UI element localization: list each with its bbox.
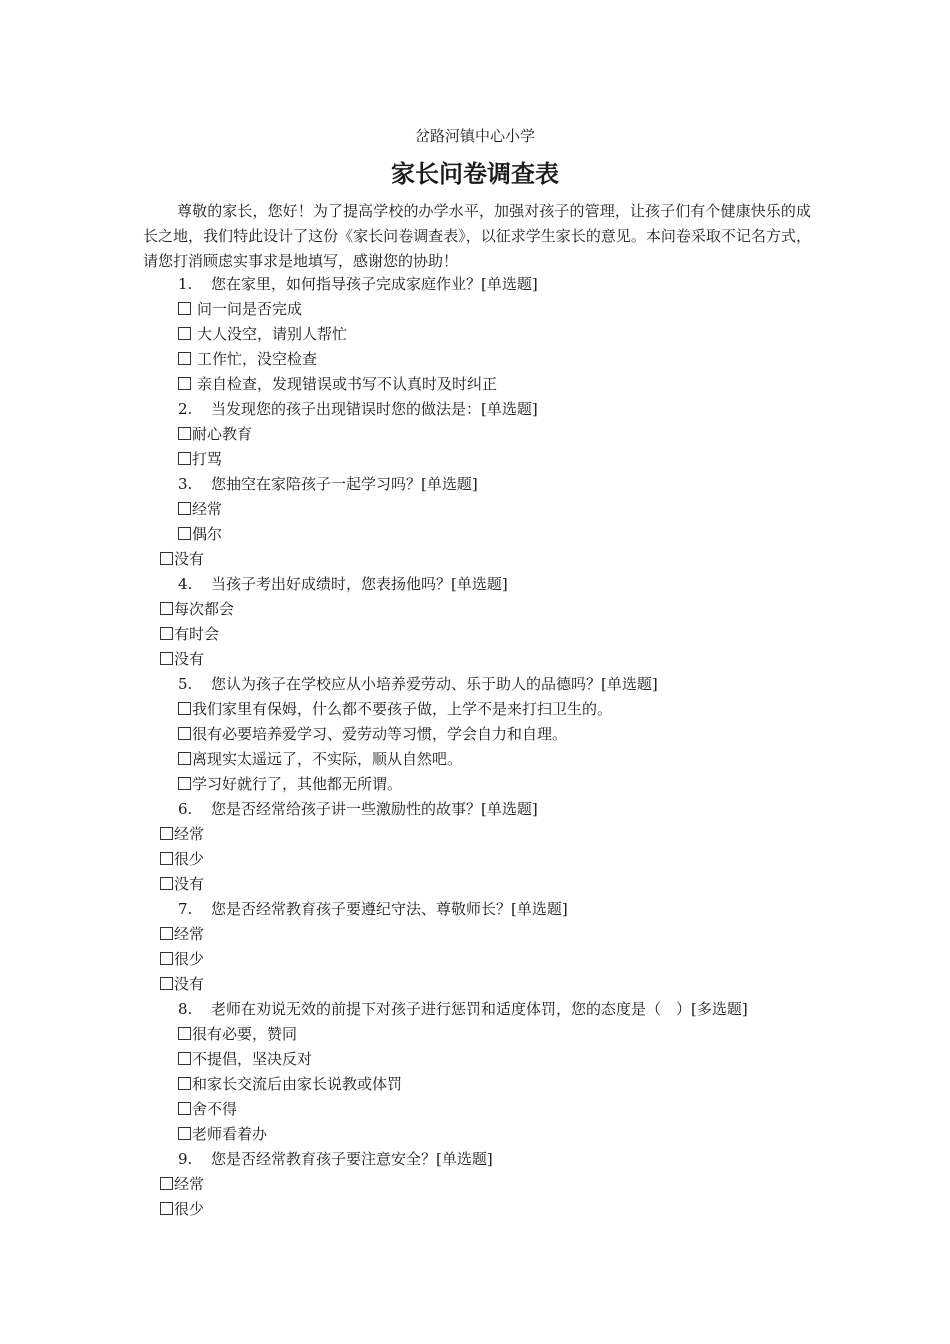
question-text: 当孩子考出好成绩时，您表扬他吗？[单选题] bbox=[211, 575, 508, 593]
option-label: 经常 bbox=[192, 500, 223, 518]
option-label: 很有必要培养爱学习、爱劳动等习惯，学会自力和自理。 bbox=[192, 725, 568, 743]
option-label: 经常 bbox=[174, 825, 205, 843]
option-label: 和家长交流后由家长说教或体罚 bbox=[192, 1075, 403, 1093]
checkbox-icon[interactable] bbox=[178, 1052, 191, 1065]
option-label: 经常 bbox=[174, 1175, 205, 1193]
option-label: 每次都会 bbox=[174, 600, 235, 618]
option-label: 经常 bbox=[174, 925, 205, 943]
option[interactable] bbox=[0, 522, 950, 547]
question-number: 2. bbox=[178, 400, 193, 418]
option[interactable] bbox=[0, 1022, 950, 1047]
option[interactable] bbox=[0, 1172, 950, 1197]
question-text: 您是否经常教育孩子要遵纪守法、尊敬师长？[单选题] bbox=[211, 900, 568, 918]
checkbox-icon[interactable] bbox=[178, 752, 191, 765]
option[interactable] bbox=[0, 347, 950, 372]
checkbox-icon[interactable] bbox=[178, 1077, 191, 1090]
intro-paragraph: 尊敬的家长，您好！为了提高学校的办学水平，加强对孩子的管理，让孩子们有个健康快乐的成长之地，我们特此设计了这份《家长问卷调查表》，以征求学生家长的意见。本问卷采取不记名方式，请您打消顾虑实事求是地填写，感谢您的协助！ bbox=[143, 202, 811, 270]
checkbox-icon[interactable] bbox=[160, 1177, 173, 1190]
option[interactable] bbox=[0, 1072, 950, 1097]
option-label: 我们家里有保姆，什么都不要孩子做，上学不是来打扫卫生的。 bbox=[192, 700, 613, 718]
option-label: 很少 bbox=[174, 1200, 205, 1218]
question-number: 4. bbox=[178, 575, 193, 593]
question-text: 您认为孩子在学校应从小培养爱劳动、乐于助人的品德吗？[单选题] bbox=[211, 675, 658, 693]
option-label: 很少 bbox=[174, 850, 205, 868]
option-label: 学习好就行了，其他都无所谓。 bbox=[192, 775, 403, 793]
option-label: 老师看着办 bbox=[192, 1125, 268, 1143]
option[interactable] bbox=[0, 772, 950, 797]
option-label: 大人没空，请别人帮忙 bbox=[197, 325, 348, 343]
option-label: 没有 bbox=[174, 650, 205, 668]
option[interactable] bbox=[0, 597, 950, 622]
checkbox-icon[interactable] bbox=[178, 452, 191, 465]
question-text: 您是否经常教育孩子要注意安全？[单选题] bbox=[211, 1150, 493, 1168]
checkbox-icon[interactable] bbox=[160, 652, 173, 665]
option[interactable] bbox=[0, 447, 950, 472]
checkbox-icon[interactable] bbox=[178, 427, 191, 440]
question-number: 5. bbox=[178, 675, 193, 693]
checkbox-icon[interactable] bbox=[160, 827, 173, 840]
question-number: 8. bbox=[178, 1000, 193, 1018]
question-text: 您抽空在家陪孩子一起学习吗？[单选题] bbox=[211, 475, 478, 493]
school-name: 岔路河镇中心小学 bbox=[414, 127, 535, 145]
option[interactable] bbox=[0, 1197, 950, 1222]
checkbox-icon[interactable] bbox=[160, 1202, 173, 1215]
checkbox-icon[interactable] bbox=[160, 552, 173, 565]
checkbox-icon[interactable] bbox=[178, 727, 191, 740]
question-6 bbox=[0, 797, 950, 822]
checkbox-icon[interactable] bbox=[160, 602, 173, 615]
option-label: 没有 bbox=[174, 975, 205, 993]
option[interactable] bbox=[0, 747, 950, 772]
checkbox-icon[interactable] bbox=[160, 877, 173, 890]
option[interactable] bbox=[0, 297, 950, 322]
checkbox-icon[interactable] bbox=[178, 302, 191, 315]
option[interactable] bbox=[0, 947, 950, 972]
option[interactable] bbox=[0, 722, 950, 747]
option-label: 没有 bbox=[174, 550, 205, 568]
checkbox-icon[interactable] bbox=[160, 852, 173, 865]
question-number: 7. bbox=[178, 900, 193, 918]
checkbox-icon[interactable] bbox=[160, 977, 173, 990]
page-title: 家长问卷调查表 bbox=[391, 159, 559, 188]
option-label: 工作忙，没空检查 bbox=[197, 350, 318, 368]
option[interactable] bbox=[0, 422, 950, 447]
checkbox-icon[interactable] bbox=[178, 327, 191, 340]
checkbox-icon[interactable] bbox=[160, 927, 173, 940]
option-label: 没有 bbox=[174, 875, 205, 893]
question-4 bbox=[0, 572, 950, 597]
option-label: 有时会 bbox=[174, 625, 220, 643]
option-label: 很少 bbox=[174, 950, 205, 968]
option[interactable] bbox=[0, 847, 950, 872]
option[interactable] bbox=[0, 497, 950, 522]
option-label: 偶尔 bbox=[192, 525, 223, 543]
question-5 bbox=[0, 672, 950, 697]
option-label: 打骂 bbox=[192, 450, 223, 468]
option[interactable] bbox=[0, 697, 950, 722]
option[interactable] bbox=[0, 372, 950, 397]
checkbox-icon[interactable] bbox=[178, 527, 191, 540]
question-number: 6. bbox=[178, 800, 193, 818]
checkbox-icon[interactable] bbox=[178, 1127, 191, 1140]
checkbox-icon[interactable] bbox=[160, 952, 173, 965]
option[interactable] bbox=[0, 622, 950, 647]
checkbox-icon[interactable] bbox=[178, 777, 191, 790]
question-text: 您是否经常给孩子讲一些激励性的故事？[单选题] bbox=[211, 800, 538, 818]
option[interactable] bbox=[0, 1047, 950, 1072]
checkbox-icon[interactable] bbox=[160, 627, 173, 640]
checkbox-icon[interactable] bbox=[178, 702, 191, 715]
question-number: 3. bbox=[178, 475, 193, 493]
option[interactable] bbox=[0, 822, 950, 847]
option[interactable] bbox=[0, 547, 950, 572]
option[interactable] bbox=[0, 872, 950, 897]
question-1 bbox=[0, 272, 950, 297]
option-label: 离现实太遥远了，不实际，顺从自然吧。 bbox=[192, 750, 463, 768]
checkbox-icon[interactable] bbox=[178, 1027, 191, 1040]
question-text: 老师在劝说无效的前提下对孩子进行惩罚和适度体罚，您的态度是（ ）[多选题] bbox=[211, 1000, 748, 1018]
checkbox-icon[interactable] bbox=[178, 352, 191, 365]
question-9 bbox=[0, 1147, 950, 1172]
question-text: 当发现您的孩子出现错误时您的做法是：[单选题] bbox=[211, 400, 538, 418]
question-3 bbox=[0, 472, 950, 497]
question-2 bbox=[0, 397, 950, 422]
option-label: 问一问是否完成 bbox=[197, 300, 303, 318]
option[interactable] bbox=[0, 322, 950, 347]
checkbox-icon[interactable] bbox=[178, 377, 191, 390]
option-label: 舍不得 bbox=[192, 1100, 238, 1118]
option-label: 很有必要，赞同 bbox=[192, 1025, 298, 1043]
question-8 bbox=[0, 997, 950, 1022]
question-7 bbox=[0, 897, 950, 922]
question-number: 1. bbox=[178, 275, 193, 293]
checkbox-icon[interactable] bbox=[178, 502, 191, 515]
option[interactable] bbox=[0, 1122, 950, 1147]
question-number: 9. bbox=[178, 1150, 193, 1168]
question-text: 您在家里，如何指导孩子完成家庭作业？[单选题] bbox=[211, 275, 538, 293]
checkbox-icon[interactable] bbox=[178, 1102, 191, 1115]
option-label: 不提倡，坚决反对 bbox=[192, 1050, 313, 1068]
questionnaire bbox=[0, 272, 950, 1222]
option[interactable] bbox=[0, 922, 950, 947]
option-label: 亲自检查，发现错误或书写不认真时及时纠正 bbox=[197, 375, 498, 393]
option[interactable] bbox=[0, 647, 950, 672]
option[interactable] bbox=[0, 1097, 950, 1122]
option-label: 耐心教育 bbox=[192, 425, 253, 443]
option[interactable] bbox=[0, 972, 950, 997]
